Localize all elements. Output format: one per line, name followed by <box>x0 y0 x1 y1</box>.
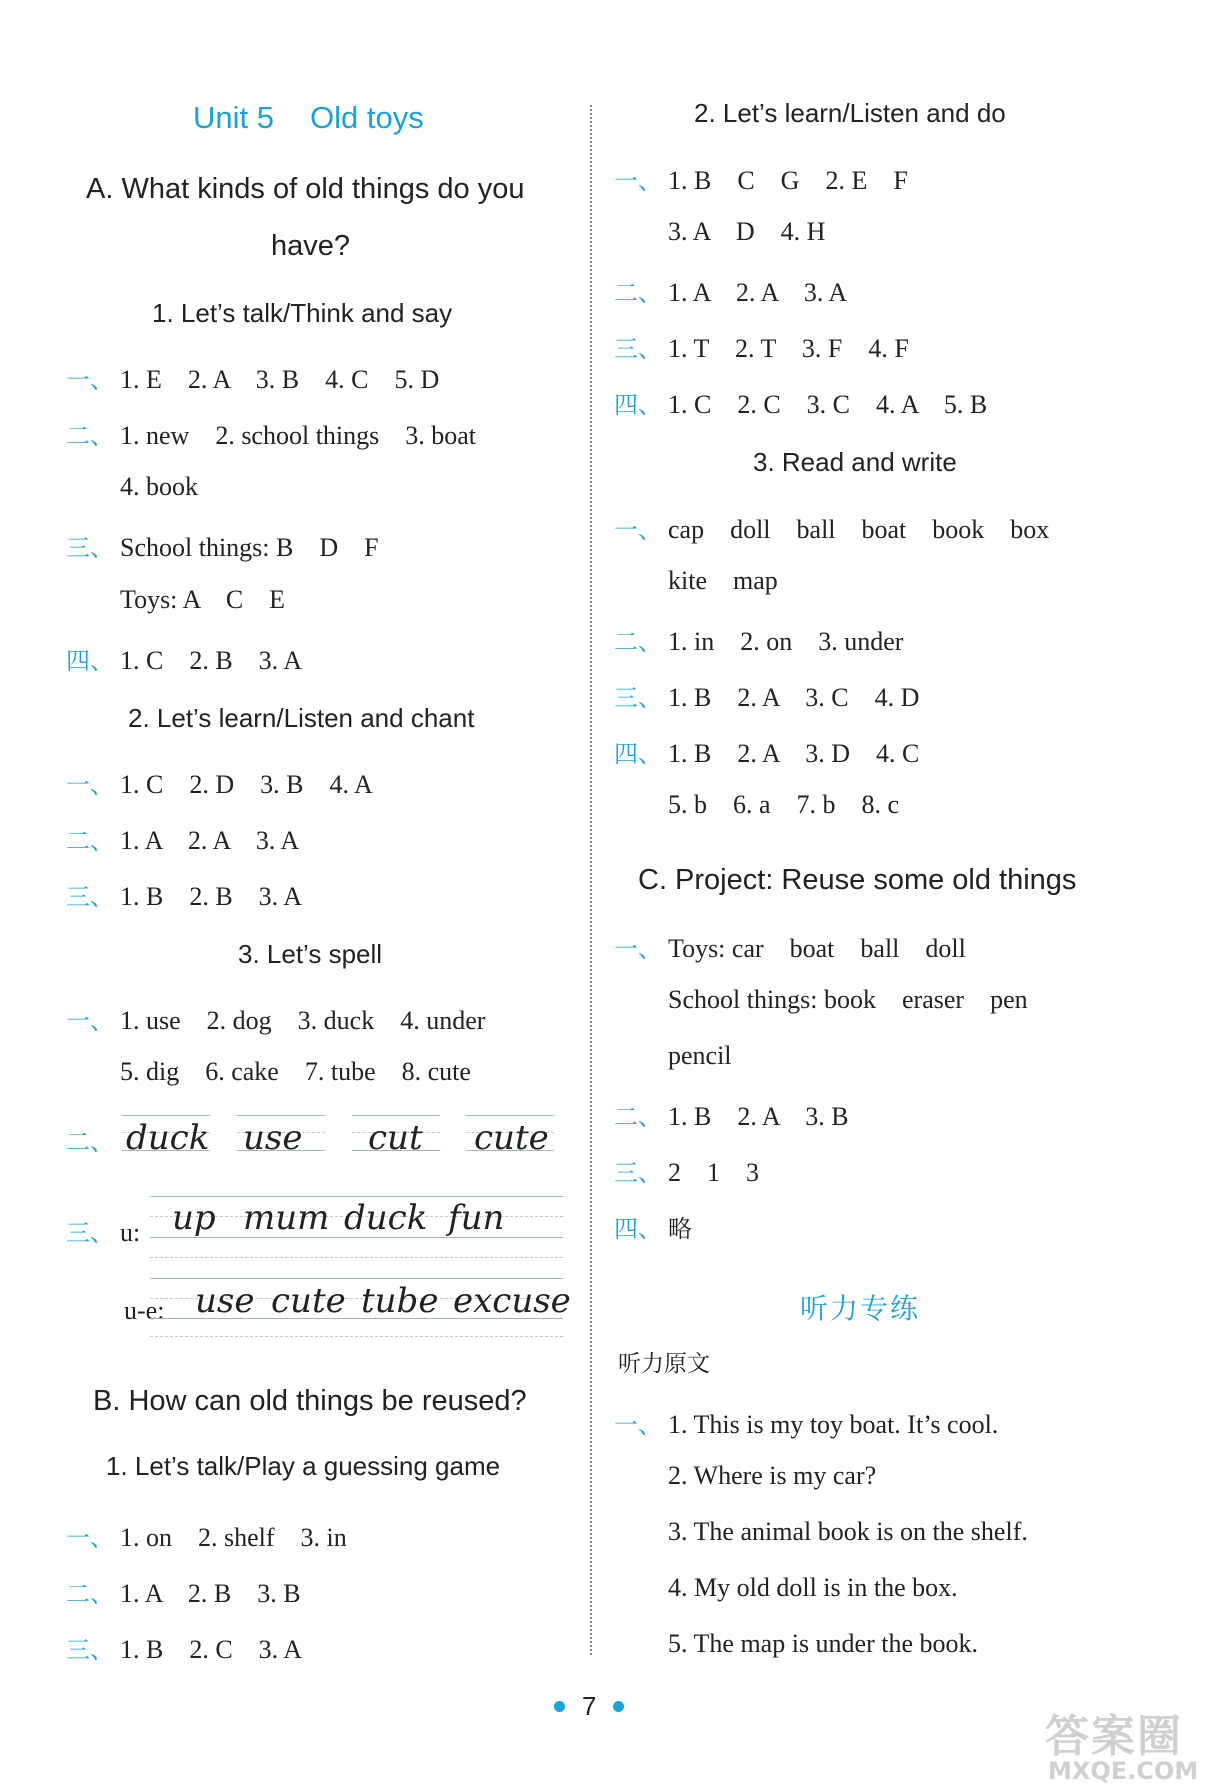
section-b-title: B. How can old things be reused? <box>93 1385 527 1417</box>
answer-line <box>614 385 987 420</box>
question-marker: 三、 <box>614 335 662 363</box>
u-label: u: <box>120 1218 141 1247</box>
question-marker: 一、 <box>66 771 114 799</box>
question-marker: 三、 <box>66 1636 114 1664</box>
question-marker: 三、 <box>66 534 114 562</box>
answer-text: 4. book <box>120 472 198 501</box>
subsection-learn-do-title: 2. Let’s learn/Listen and do <box>694 98 1006 128</box>
answer-line <box>614 1041 732 1071</box>
answer-line <box>614 1097 849 1132</box>
answer-line <box>66 1518 347 1553</box>
question-marker: 二、 <box>614 1103 662 1131</box>
answer-text: 1. T 2. T 3. F 4. F <box>668 334 909 363</box>
question-marker: 四、 <box>614 740 662 768</box>
answer-line <box>66 472 198 502</box>
subsection-read-write-title: 3. Read and write <box>753 447 957 477</box>
answer-line <box>614 678 919 713</box>
answer-text: pencil <box>668 1041 732 1070</box>
section-a-title-line2: have? <box>271 230 351 262</box>
answer-line <box>66 765 373 800</box>
answer-line <box>66 1057 471 1087</box>
answer-text: 3. A D 4. H <box>668 217 826 246</box>
transcript-text: 2. Where is my car? <box>668 1461 877 1490</box>
transcript-text: 3. The animal book is on the shelf. <box>668 1517 1028 1546</box>
question-marker: 一、 <box>614 1411 662 1439</box>
question-marker: 三、 <box>66 883 114 911</box>
transcript-text: 1. This is my toy boat. It’s cool. <box>668 1410 999 1439</box>
answer-text: 1. A 2. A 3. A <box>668 278 848 307</box>
question-marker: 二、 <box>614 279 662 307</box>
answer-line <box>614 566 778 596</box>
listening-practice-title: 听力专练 <box>800 1292 921 1325</box>
handwritten-word: duck <box>344 1198 428 1238</box>
answer-line <box>614 273 847 308</box>
handwriting-q2 <box>66 1122 120 1157</box>
answer-text: School things: B D F <box>120 533 379 562</box>
question-marker: 一、 <box>66 1524 114 1552</box>
transcript-line <box>614 1461 876 1491</box>
watermark-url: MXQE.COM <box>1048 1757 1199 1785</box>
transcript-line <box>614 1573 958 1603</box>
section-a-title-line1: A. What kinds of old things do you <box>86 173 525 205</box>
subsection-spell-title: 3. Let’s spell <box>238 939 383 969</box>
answer-text: 1. B C G 2. E F <box>668 166 908 195</box>
answer-line <box>66 528 379 563</box>
answer-text: cap doll ball boat book box <box>668 515 1050 544</box>
unit-number: Unit 5 <box>193 100 274 135</box>
answer-text: 5. b 6. a 7. b 8. c <box>668 790 900 819</box>
answer-line <box>614 1153 759 1188</box>
answer-line <box>66 641 302 676</box>
unit-name: Old toys <box>309 100 424 135</box>
question-marker: 二、 <box>66 1128 114 1156</box>
handwritten-word: cut <box>368 1118 423 1158</box>
answer-text: School things: book eraser pen <box>668 985 1028 1014</box>
transcript-line <box>614 1517 1028 1547</box>
answer-text: 1. use 2. dog 3. duck 4. under <box>120 1006 486 1035</box>
answer-line <box>614 790 899 820</box>
handwritten-word: excuse <box>453 1281 571 1321</box>
handwritten-word: duck <box>126 1118 210 1158</box>
answer-text: 2 1 3 <box>668 1158 759 1187</box>
handwritten-word: use <box>243 1118 303 1158</box>
answer-text: kite map <box>668 566 778 595</box>
answer-line <box>66 1001 485 1036</box>
handwritten-word: tube <box>361 1281 439 1321</box>
unit-title <box>193 100 424 136</box>
answer-text: 1. C 2. C 3. C 4. A 5. B <box>668 390 988 419</box>
answer-text: 1. C 2. D 3. B 4. A <box>120 770 373 799</box>
question-marker: 四、 <box>614 391 662 419</box>
answer-line <box>66 360 439 395</box>
subsection-talk-think-title: 1. Let’s talk/Think and say <box>152 298 453 328</box>
question-marker: 三、 <box>614 684 662 712</box>
answer-text: 略 <box>668 1215 692 1243</box>
handwriting-q3-ue <box>124 1296 164 1326</box>
question-marker: 一、 <box>614 935 662 963</box>
answer-line <box>614 929 966 964</box>
answer-line <box>614 622 903 657</box>
handwritten-word: cute <box>271 1281 346 1321</box>
handwritten-word: up <box>172 1198 216 1238</box>
handwritten-word: mum <box>243 1198 330 1238</box>
question-marker: 一、 <box>614 167 662 195</box>
answer-text: 1. C 2. B 3. A <box>120 646 303 675</box>
question-marker: 二、 <box>614 628 662 656</box>
answer-line <box>614 1209 692 1244</box>
question-marker: 一、 <box>66 1007 114 1035</box>
answer-line <box>66 1630 302 1665</box>
answer-text: 1. B 2. B 3. A <box>120 882 303 911</box>
question-marker: 二、 <box>66 1580 114 1608</box>
answer-text: 1. A 2. B 3. B <box>120 1579 301 1608</box>
listening-transcript-label: 听力原文 <box>618 1351 710 1377</box>
transcript-text: 5. The map is under the book. <box>668 1629 979 1658</box>
handwritten-word: cute <box>474 1118 549 1158</box>
answer-text: 1. on 2. shelf 3. in <box>120 1523 347 1552</box>
handwritten-word: fun <box>448 1198 505 1238</box>
subsection-learn-chant-title: 2. Let’s learn/Listen and chant <box>128 703 475 733</box>
answer-text: Toys: A C E <box>120 585 286 614</box>
question-marker: 四、 <box>66 647 114 675</box>
answer-text: 1. E 2. A 3. B 4. C 5. D <box>120 365 440 394</box>
column-divider <box>590 105 592 1655</box>
section-c-title: C. Project: Reuse some old things <box>638 864 1077 896</box>
handwritten-word: use <box>195 1281 255 1321</box>
transcript-line <box>614 1629 978 1659</box>
answer-text: 1. A 2. A 3. A <box>120 826 300 855</box>
transcript-text: 4. My old doll is in the box. <box>668 1573 958 1602</box>
answer-text: 1. B 2. A 3. B <box>668 1102 849 1131</box>
answer-line <box>66 1574 301 1609</box>
answer-line <box>614 510 1049 545</box>
answer-text: 1. new 2. school things 3. boat <box>120 421 477 450</box>
answer-line <box>614 217 825 247</box>
answer-text: 1. in 2. on 3. under <box>668 627 904 656</box>
answer-line <box>66 416 476 451</box>
answer-line <box>614 329 909 364</box>
answer-text: 1. B 2. A 3. D 4. C <box>668 739 920 768</box>
answer-text: 5. dig 6. cake 7. tube 8. cute <box>120 1057 471 1086</box>
answer-text: 1. B 2. A 3. C 4. D <box>668 683 920 712</box>
ue-label: u-e: <box>124 1296 165 1325</box>
page-number: 7 <box>582 1691 597 1721</box>
answer-line <box>66 821 299 856</box>
question-marker: 一、 <box>614 516 662 544</box>
subsection-guessing-game-title: 1. Let’s talk/Play a guessing game <box>106 1451 501 1481</box>
page-number-dot-right <box>613 1701 624 1712</box>
transcript-line <box>614 1405 998 1440</box>
answer-line <box>614 734 919 769</box>
question-marker: 四、 <box>614 1215 662 1243</box>
watermark-logo: 答案圈 <box>1045 1711 1183 1762</box>
answer-line <box>66 877 302 912</box>
answer-line <box>614 985 1028 1015</box>
question-marker: 三、 <box>614 1159 662 1187</box>
handwriting-q3-u <box>66 1213 140 1248</box>
answer-text: 1. B 2. C 3. A <box>120 1635 303 1664</box>
answer-line <box>614 161 908 196</box>
question-marker: 一、 <box>66 366 114 394</box>
page-number-dot-left <box>554 1701 565 1712</box>
answer-line <box>66 585 285 615</box>
question-marker: 二、 <box>66 827 114 855</box>
answer-text: Toys: car boat ball doll <box>668 934 966 963</box>
question-marker: 二、 <box>66 422 114 450</box>
question-marker: 三、 <box>66 1219 114 1247</box>
